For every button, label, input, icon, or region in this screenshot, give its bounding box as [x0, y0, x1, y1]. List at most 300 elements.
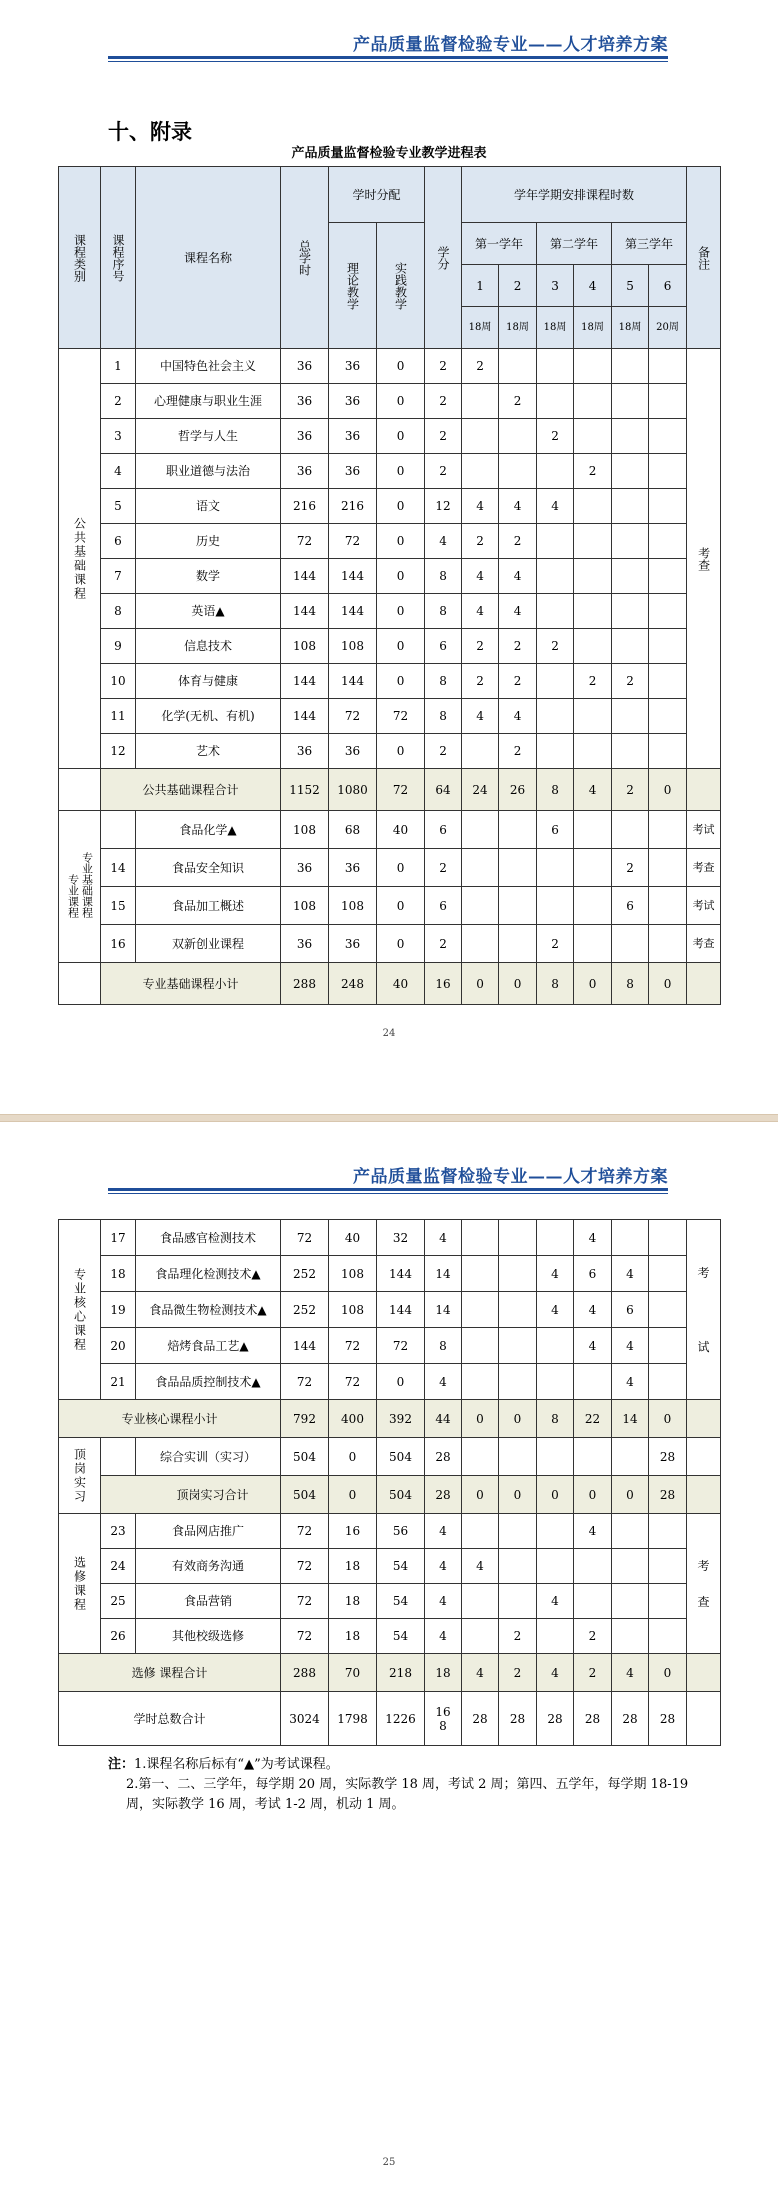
cell-s1: 4	[462, 559, 499, 594]
cell-s5	[612, 559, 649, 594]
cell-s5	[612, 419, 649, 454]
cell-s2: 2	[499, 734, 537, 769]
table-row	[59, 811, 721, 849]
cell-credit: 4	[425, 1364, 462, 1400]
cell-credit: 4	[425, 1619, 462, 1654]
cell-s6	[649, 925, 687, 963]
cell-name: 艺术	[136, 734, 281, 769]
cell-s6	[649, 1364, 687, 1400]
cell-s3: 4	[537, 1584, 574, 1619]
cell-s4	[574, 811, 612, 849]
cell-practice: 0	[377, 454, 425, 489]
cell-credit: 6	[425, 887, 462, 925]
cell-s6	[649, 384, 687, 419]
cell-s2	[499, 1328, 537, 1364]
cell-seq: 20	[101, 1328, 136, 1364]
cell-s4	[574, 887, 612, 925]
cell-seq: 11	[101, 699, 136, 734]
cell-note: 考试	[687, 887, 721, 925]
header-s6: 6	[649, 265, 687, 307]
cell-s5: 6	[612, 887, 649, 925]
note-2: 2.第一、二、三学年，每学期 20 周，实际教学 18 周，考试 2 周；第四、五学年，每学期 18-19 周，实际教学 16 周，考试 1-2 周，机动 1 周。	[126, 1777, 689, 1812]
cell-seq: 18	[101, 1256, 136, 1292]
cell-seq: 14	[101, 849, 136, 887]
header-total: 总学时	[281, 167, 329, 349]
cell-s3	[537, 699, 574, 734]
cell-s5	[612, 349, 649, 384]
cell-s3	[537, 1364, 574, 1400]
cell-s6	[649, 811, 687, 849]
cell-s3	[537, 1549, 574, 1584]
cell-s5: 4	[612, 1654, 649, 1692]
cell-total: 36	[281, 384, 329, 419]
cell-total: 144	[281, 559, 329, 594]
table-row	[59, 1328, 721, 1364]
cell-s3	[537, 849, 574, 887]
cell-s4	[574, 925, 612, 963]
cell-name: 综合实训（实习）	[136, 1438, 281, 1476]
cell-seq: 4	[101, 454, 136, 489]
blank-cell	[687, 1400, 721, 1438]
category-internship: 顶岗实习	[59, 1438, 101, 1514]
page-separator	[0, 1114, 778, 1122]
cell-theory: 36	[329, 925, 377, 963]
cell-s1: 4	[462, 594, 499, 629]
cell-seq: 26	[101, 1619, 136, 1654]
cell-s1	[462, 849, 499, 887]
cell-s3	[537, 887, 574, 925]
cell-credit: 6	[425, 629, 462, 664]
cell-practice: 0	[377, 524, 425, 559]
cell-total: 36	[281, 849, 329, 887]
cell-s2: 2	[499, 1654, 537, 1692]
cell-practice: 54	[377, 1619, 425, 1654]
cell-s4	[574, 594, 612, 629]
table-title: 产品质量监督检验专业教学进程表	[291, 146, 487, 161]
cell-practice: 392	[377, 1400, 425, 1438]
cell-s3	[537, 1220, 574, 1256]
cell-seq: 24	[101, 1549, 136, 1584]
cell-name: 中国特色社会主义	[136, 349, 281, 384]
cell-s5: 8	[612, 963, 649, 1005]
cell-s2: 0	[499, 963, 537, 1005]
cell-practice: 0	[377, 559, 425, 594]
cell-name: 焙烤食品工艺▲	[136, 1328, 281, 1364]
cell-s3: 6	[537, 811, 574, 849]
cell-credit: 2	[425, 349, 462, 384]
cell-theory: 16	[329, 1514, 377, 1549]
table-row	[59, 1364, 721, 1400]
cell-s3: 8	[537, 769, 574, 811]
cell-s5: 6	[612, 1292, 649, 1328]
cell-theory: 0	[329, 1438, 377, 1476]
cell-s2: 0	[499, 1400, 537, 1438]
cell-s2: 4	[499, 559, 537, 594]
cell-s6	[649, 489, 687, 524]
schedule-table-part1	[58, 166, 721, 1005]
subtotal-label-a: 选修	[131, 1665, 156, 1680]
cell-name: 语文	[136, 489, 281, 524]
cell-s4	[574, 1584, 612, 1619]
cell-credit: 4	[425, 1584, 462, 1619]
table-row	[59, 1438, 721, 1476]
cell-credit: 4	[425, 1220, 462, 1256]
cell-credit: 28	[425, 1476, 462, 1514]
cell-s3: 2	[537, 629, 574, 664]
cell-s6	[649, 699, 687, 734]
cell-s6: 0	[649, 769, 687, 811]
cell-theory: 0	[329, 1476, 377, 1514]
cell-name: 职业道德与法治	[136, 454, 281, 489]
cell-note: 考查	[687, 849, 721, 887]
blank-cell	[687, 1476, 721, 1514]
cell-s3	[537, 594, 574, 629]
cell-theory: 72	[329, 1328, 377, 1364]
cell-s3: 4	[537, 1292, 574, 1328]
grand-total-label: 学时总数合计	[59, 1692, 281, 1746]
cell-total: 72	[281, 1514, 329, 1549]
cell-practice: 72	[377, 699, 425, 734]
header-semester: 学年学期安排课程时数	[462, 167, 687, 223]
cell-s5: 2	[612, 769, 649, 811]
cell-s4	[574, 1364, 612, 1400]
cell-seq: 1	[101, 349, 136, 384]
cell-s1: 4	[462, 489, 499, 524]
cell-practice: 0	[377, 349, 425, 384]
cell-s5	[612, 454, 649, 489]
table-row	[59, 849, 721, 887]
header-rule	[108, 56, 668, 59]
cell-total: 72	[281, 1619, 329, 1654]
cell-name: 历史	[136, 524, 281, 559]
cell-s6	[649, 1220, 687, 1256]
cell-s2: 4	[499, 699, 537, 734]
cell-s1	[462, 454, 499, 489]
blank-cell	[101, 1438, 136, 1476]
cell-theory: 108	[329, 887, 377, 925]
cell-practice: 0	[377, 925, 425, 963]
cell-s6: 28	[649, 1476, 687, 1514]
cell-practice: 1226	[377, 1692, 425, 1746]
cell-s1: 2	[462, 629, 499, 664]
cell-s3: 4	[537, 1654, 574, 1692]
cell-s4: 4	[574, 1514, 612, 1549]
subtotal-label: 公共基础课程合计	[101, 769, 281, 811]
subtotal-row	[59, 1476, 721, 1514]
table-row	[59, 1292, 721, 1328]
cell-s1	[462, 1220, 499, 1256]
header-credit: 学分	[425, 167, 462, 349]
cell-s1	[462, 1619, 499, 1654]
cell-s5: 2	[612, 849, 649, 887]
cell-s4	[574, 559, 612, 594]
cell-s4: 2	[574, 1619, 612, 1654]
cell-s2	[499, 1438, 537, 1476]
table-row	[59, 384, 721, 419]
cell-theory: 18	[329, 1584, 377, 1619]
cell-s1: 0	[462, 963, 499, 1005]
cell-s3	[537, 1514, 574, 1549]
header-practice: 实践教学	[377, 223, 425, 349]
cell-theory: 400	[329, 1400, 377, 1438]
cell-s3: 8	[537, 963, 574, 1005]
cell-theory: 72	[329, 524, 377, 559]
cell-practice: 0	[377, 849, 425, 887]
note-1	[108, 1755, 698, 1775]
cell-total: 504	[281, 1476, 329, 1514]
table-row	[59, 524, 721, 559]
cell-theory: 248	[329, 963, 377, 1005]
cell-s1: 28	[462, 1692, 499, 1746]
cell-credit: 2	[425, 734, 462, 769]
cell-name: 食品安全知识	[136, 849, 281, 887]
header-w5: 18周	[612, 307, 649, 349]
cell-s2	[499, 925, 537, 963]
cell-s6	[649, 1292, 687, 1328]
cell-s2	[499, 1364, 537, 1400]
cell-s1: 0	[462, 1400, 499, 1438]
cell-total: 252	[281, 1292, 329, 1328]
cell-name: 心理健康与职业生涯	[136, 384, 281, 419]
cell-s4: 4	[574, 1328, 612, 1364]
cell-s1	[462, 1292, 499, 1328]
note-major-core-bottom: 试	[697, 1339, 710, 1354]
header-rule-thin	[108, 61, 668, 62]
table-row	[59, 664, 721, 699]
cell-s2	[499, 1514, 537, 1549]
cell-theory: 36	[329, 349, 377, 384]
cell-s3	[537, 1619, 574, 1654]
cell-s6	[649, 1256, 687, 1292]
cell-s6	[649, 349, 687, 384]
cell-practice: 0	[377, 489, 425, 524]
cell-s4	[574, 629, 612, 664]
cell-total: 108	[281, 811, 329, 849]
cell-s4	[574, 524, 612, 559]
cell-practice: 0	[377, 887, 425, 925]
table-row	[59, 559, 721, 594]
grand-total-row	[59, 1692, 721, 1746]
cell-theory: 144	[329, 594, 377, 629]
cell-s5: 4	[612, 1364, 649, 1400]
cell-s2	[499, 1292, 537, 1328]
cell-seq: 8	[101, 594, 136, 629]
cell-s3: 0	[537, 1476, 574, 1514]
cell-name: 食品网店推广	[136, 1514, 281, 1549]
cell-practice: 504	[377, 1438, 425, 1476]
header-w3: 18周	[537, 307, 574, 349]
cell-credit: 2	[425, 419, 462, 454]
cell-s3	[537, 734, 574, 769]
cell-s5: 0	[612, 1476, 649, 1514]
table-row	[59, 699, 721, 734]
cell-s1	[462, 419, 499, 454]
cell-s1: 4	[462, 1549, 499, 1584]
cell-theory: 68	[329, 811, 377, 849]
cell-s3: 8	[537, 1400, 574, 1438]
cell-seq: 21	[101, 1364, 136, 1400]
cell-s3	[537, 384, 574, 419]
cell-theory: 36	[329, 384, 377, 419]
cell-practice: 32	[377, 1220, 425, 1256]
header-s1: 1	[462, 265, 499, 307]
cell-practice: 72	[377, 769, 425, 811]
header-w4: 18周	[574, 307, 612, 349]
cell-total: 36	[281, 419, 329, 454]
cell-practice: 0	[377, 734, 425, 769]
cell-theory: 36	[329, 419, 377, 454]
cell-s2	[499, 849, 537, 887]
cell-s3: 4	[537, 489, 574, 524]
cell-practice: 54	[377, 1584, 425, 1619]
cell-total: 144	[281, 1328, 329, 1364]
table-row	[59, 1256, 721, 1292]
cell-total: 216	[281, 489, 329, 524]
cell-s4: 0	[574, 963, 612, 1005]
cell-s6: 0	[649, 963, 687, 1005]
cell-s5	[612, 1514, 649, 1549]
cell-s6	[649, 1514, 687, 1549]
cell-theory: 1080	[329, 769, 377, 811]
cell-s4	[574, 489, 612, 524]
cell-theory: 72	[329, 699, 377, 734]
cell-seq: 2	[101, 384, 136, 419]
cell-credit: 4	[425, 1514, 462, 1549]
category-major-basic	[59, 811, 101, 963]
cell-credit: 8	[425, 594, 462, 629]
cell-s1: 4	[462, 699, 499, 734]
section-title: 十、附录	[108, 119, 192, 144]
cell-name: 信息技术	[136, 629, 281, 664]
cell-s1	[462, 734, 499, 769]
cell-s1: 24	[462, 769, 499, 811]
cell-s6	[649, 1584, 687, 1619]
blank-cell	[687, 769, 721, 811]
cell-s5	[612, 1619, 649, 1654]
cell-s1	[462, 1328, 499, 1364]
cell-s5: 4	[612, 1328, 649, 1364]
subtotal-row	[59, 963, 721, 1005]
cell-credit: 64	[425, 769, 462, 811]
cell-s2: 26	[499, 769, 537, 811]
cell-theory: 1798	[329, 1692, 377, 1746]
cell-s3: 2	[537, 419, 574, 454]
cell-s2	[499, 454, 537, 489]
table-row	[59, 1514, 721, 1549]
subtotal-label: 专业核心课程小计	[59, 1400, 281, 1438]
cell-seq: 17	[101, 1220, 136, 1256]
cell-s1	[462, 925, 499, 963]
header-category: 课程类别	[59, 167, 101, 349]
cell-s2: 2	[499, 629, 537, 664]
cell-s2: 0	[499, 1476, 537, 1514]
cell-practice: 56	[377, 1514, 425, 1549]
cell-theory: 70	[329, 1654, 377, 1692]
table-row	[59, 629, 721, 664]
cell-s6	[649, 559, 687, 594]
cell-s1: 2	[462, 349, 499, 384]
cell-s4	[574, 734, 612, 769]
cell-s1: 4	[462, 1654, 499, 1692]
cell-total: 36	[281, 734, 329, 769]
category-major-basic-label: 专业基础课程	[80, 851, 94, 918]
cell-s4: 2	[574, 664, 612, 699]
cell-s6	[649, 887, 687, 925]
category-major-basic-inner: 专业课程	[66, 873, 80, 918]
table-row	[59, 454, 721, 489]
cell-s1	[462, 811, 499, 849]
cell-credit: 8	[425, 559, 462, 594]
table-row	[59, 594, 721, 629]
subtotal-label-b: 课程合计	[159, 1665, 208, 1680]
blank-cell	[687, 1654, 721, 1692]
cell-theory: 40	[329, 1220, 377, 1256]
cell-seq: 7	[101, 559, 136, 594]
cell-s2	[499, 419, 537, 454]
cell-s5	[612, 489, 649, 524]
cell-total: 288	[281, 1654, 329, 1692]
cell-s6: 0	[649, 1654, 687, 1692]
cell-s2: 2	[499, 1619, 537, 1654]
cell-name: 食品化学▲	[136, 811, 281, 849]
cell-practice: 0	[377, 384, 425, 419]
header-note: 备注	[687, 167, 721, 349]
cell-note: 考查	[687, 925, 721, 963]
cell-s4	[574, 699, 612, 734]
cell-s4	[574, 384, 612, 419]
cell-name: 食品营销	[136, 1584, 281, 1619]
cell-s3: 2	[537, 925, 574, 963]
cell-credit: 2	[425, 925, 462, 963]
cell-name: 食品感官检测技术	[136, 1220, 281, 1256]
cell-s5	[612, 811, 649, 849]
cell-seq: 19	[101, 1292, 136, 1328]
cell-s2	[499, 1584, 537, 1619]
cell-total: 1152	[281, 769, 329, 811]
cell-credit: 14	[425, 1292, 462, 1328]
cell-seq: 12	[101, 734, 136, 769]
category-elective: 选修课程	[59, 1514, 101, 1654]
cell-practice: 54	[377, 1549, 425, 1584]
cell-s4	[574, 1438, 612, 1476]
cell-s2	[499, 811, 537, 849]
cell-s6	[649, 664, 687, 699]
cell-s2: 4	[499, 594, 537, 629]
cell-s3	[537, 559, 574, 594]
header-rule	[108, 1188, 668, 1191]
note-elective	[687, 1514, 721, 1654]
cell-seq: 3	[101, 419, 136, 454]
cell-s1: 2	[462, 524, 499, 559]
cell-s4: 22	[574, 1400, 612, 1438]
cell-credit: 8	[425, 1328, 462, 1364]
cell-theory: 144	[329, 664, 377, 699]
cell-total: 36	[281, 925, 329, 963]
cell-credit: 2	[425, 384, 462, 419]
cell-s1	[462, 1514, 499, 1549]
header-w6: 20周	[649, 307, 687, 349]
cell-s5	[612, 699, 649, 734]
cell-s6	[649, 419, 687, 454]
cell-s6	[649, 734, 687, 769]
cell-s6	[649, 524, 687, 559]
table-row	[59, 489, 721, 524]
cell-seq	[101, 811, 136, 849]
note-elective-bottom: 查	[697, 1594, 710, 1609]
cell-credit: 4	[425, 1549, 462, 1584]
cell-s2	[499, 887, 537, 925]
subtotal-label: 专业基础课程小计	[101, 963, 281, 1005]
